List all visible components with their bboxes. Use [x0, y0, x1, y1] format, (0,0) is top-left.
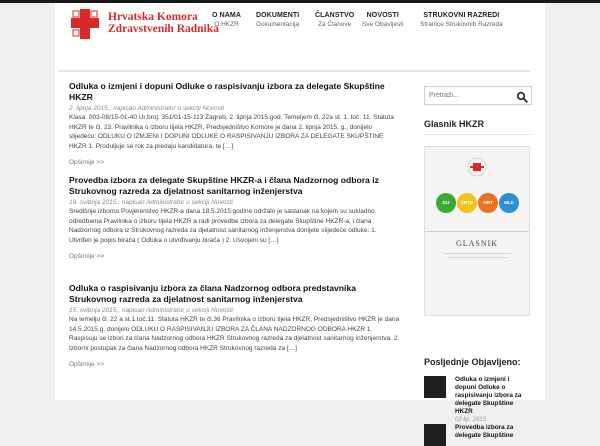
nav-title: ČLANSTVO [315, 12, 355, 19]
recent-date: 02 lip. 2015 [455, 417, 487, 423]
recent-thumbnail[interactable] [424, 376, 446, 398]
post-excerpt: Središnje izborno Povjerenstvo HKZR-a dana 18.5.2015.godine održalo je sastanak na kojem su sukladno odredbama Pravilnika o izboru tijela HKZR a radi provedbe izbora za delegate Skupštine HKZR-a, i člana Nadzornog odbora iz Strukovnog razreda za djelatnost sanitarnog inženjerstva donijete slijedeće odluke: 1. Utvrđen je popis birača ( Odluka o utvrđivanju birača ) 2. Usvojeni su […] [69, 208, 377, 244]
nav-item-strukovni-razredi[interactable] [420, 12, 503, 28]
divider [424, 134, 532, 135]
glasnik-cover-label: GLASNIK [455, 239, 499, 248]
nav-subtitle: Sve Obavijesti [362, 21, 404, 28]
circle-dij: DIJ [436, 193, 456, 213]
recent-title[interactable]: Provedba izbora za delegate Skupštine [455, 424, 514, 439]
post-item [69, 175, 401, 263]
recent-widget-title: Posljednje Objavljeno: [424, 357, 521, 367]
recent-title[interactable]: Odluka o izmjeni i dopuni Odluke o raspisivanju izbora za delegate Skupštine HKZR [455, 376, 522, 415]
nav-item-dokumenti[interactable] [256, 12, 299, 28]
nav-title: STRUKOVNI RAZREDI [423, 12, 500, 19]
brand-line-2: Zdravstvenih Radnika [108, 23, 219, 35]
divider [425, 231, 529, 232]
circle-ort: ORT [478, 193, 498, 213]
hkzr-cross-logo-icon[interactable] [69, 7, 101, 43]
nav-subtitle: Stranice Strukovnih Razreda [420, 21, 503, 28]
post-excerpt: Klasa: 003-08/15-01-40 Ur.broj: 351/01-15-113 Zagreb, 2. lipnja 2015.god. Temeljem čl. 22a st. 1. toč. 11. Statuta HKZR te čl. 23. Pravilnika o izboru tijela HKZR, Predsjedništvo Komore je dana 2. lipnja 2015. g., donijelo slijedeću: ODLUKU O IZMJENI I DOPUNI ODLUKE O RASPISIVANJU IZBORA ZA DELEGATE SKUPŠTINE HKZR 1. Produljuje se rok za predaju kandidatura, te […] [69, 114, 394, 150]
site-header [55, 3, 545, 46]
recent-text [455, 424, 531, 440]
glasnik-cover[interactable] [424, 146, 530, 316]
nav-subtitle: Dokumentacija [256, 21, 300, 28]
nav-item-o-nama[interactable] [212, 12, 241, 28]
nav-subtitle: Za Članove [318, 21, 352, 28]
glasnik-circles [436, 193, 520, 215]
post-title[interactable]: Provedba izbora za delegate Skupštine HKZR-a i člana Nadzornog odbora iz Strukovnog razreda za djelatnost sanitarnog inženjerstva [69, 175, 379, 196]
nav-title: O NAMA [212, 12, 241, 19]
circle-zrtd: ZRTD [457, 193, 477, 213]
recent-thumbnail[interactable] [424, 424, 446, 446]
post-excerpt: Na temelju čl. 22 a st.1.toč.11. Statuta HKZR te čl.36 Pravilnika o izboru tijela HKZR, Predsjedništvo HKZR je dana 14.5.2015.g. donijelo ODLUKU O RASPISIVANJU IZBORA ZA ČLANA NADZORNOG ODBORA HKZR 1. Raspisuju se izbori za člana Nadzornog odbora HKZR Strukovnog razreda za djelatnost sanitarnog inženjerstva. 2. Izborni postupak za člana Nadzornog odbora HKZR Strukovnog razreda za […] [69, 316, 400, 352]
post-item [69, 283, 401, 371]
glasnik-widget-title: Glasnik HKZR [424, 119, 485, 129]
post-meta: 2. lipnja 2015., napisao Administrator u sekciji Novosti [69, 105, 225, 112]
divider [447, 257, 507, 258]
content-area [55, 46, 545, 439]
divider [443, 253, 511, 254]
read-more-link[interactable]: Opširnije >> [69, 361, 105, 369]
nav-item-clanstvo[interactable] [315, 12, 354, 28]
post-title[interactable]: Odluka o izmjeni i dopuni Odluke o raspisivanju izbora za delegate Skupštine HKZR [69, 81, 385, 102]
nav-subtitle: O HKZR [214, 21, 239, 28]
brand-line-1: Hrvatska Komora [108, 11, 198, 23]
search-box [424, 86, 532, 105]
divider [58, 70, 530, 72]
brand-name[interactable] [108, 11, 219, 35]
nav-item-novosti[interactable] [362, 12, 404, 28]
read-more-link[interactable]: Opširnije >> [69, 253, 105, 261]
search-icon[interactable] [516, 90, 528, 102]
search-input[interactable] [429, 87, 509, 104]
post-meta: 15. svibnja 2015., napisao Administrator u sekciji Novosti [69, 307, 233, 314]
post-title[interactable]: Odluka o raspisivanju izbora za člana Nadzornog odbora predstavnika Strukovnog razreda za djelatnost sanitarnog inženjerstva [69, 283, 357, 304]
post-item [69, 81, 401, 169]
read-more-link[interactable]: Opširnije >> [69, 159, 105, 167]
circle-mld: MLD [499, 193, 519, 213]
nav-title: NOVOSTI [366, 12, 399, 19]
post-meta: 19. svibnja 2015., napisao Administrator u sekciji Novosti [69, 199, 233, 206]
nav-title: DOKUMENTI [256, 12, 300, 19]
